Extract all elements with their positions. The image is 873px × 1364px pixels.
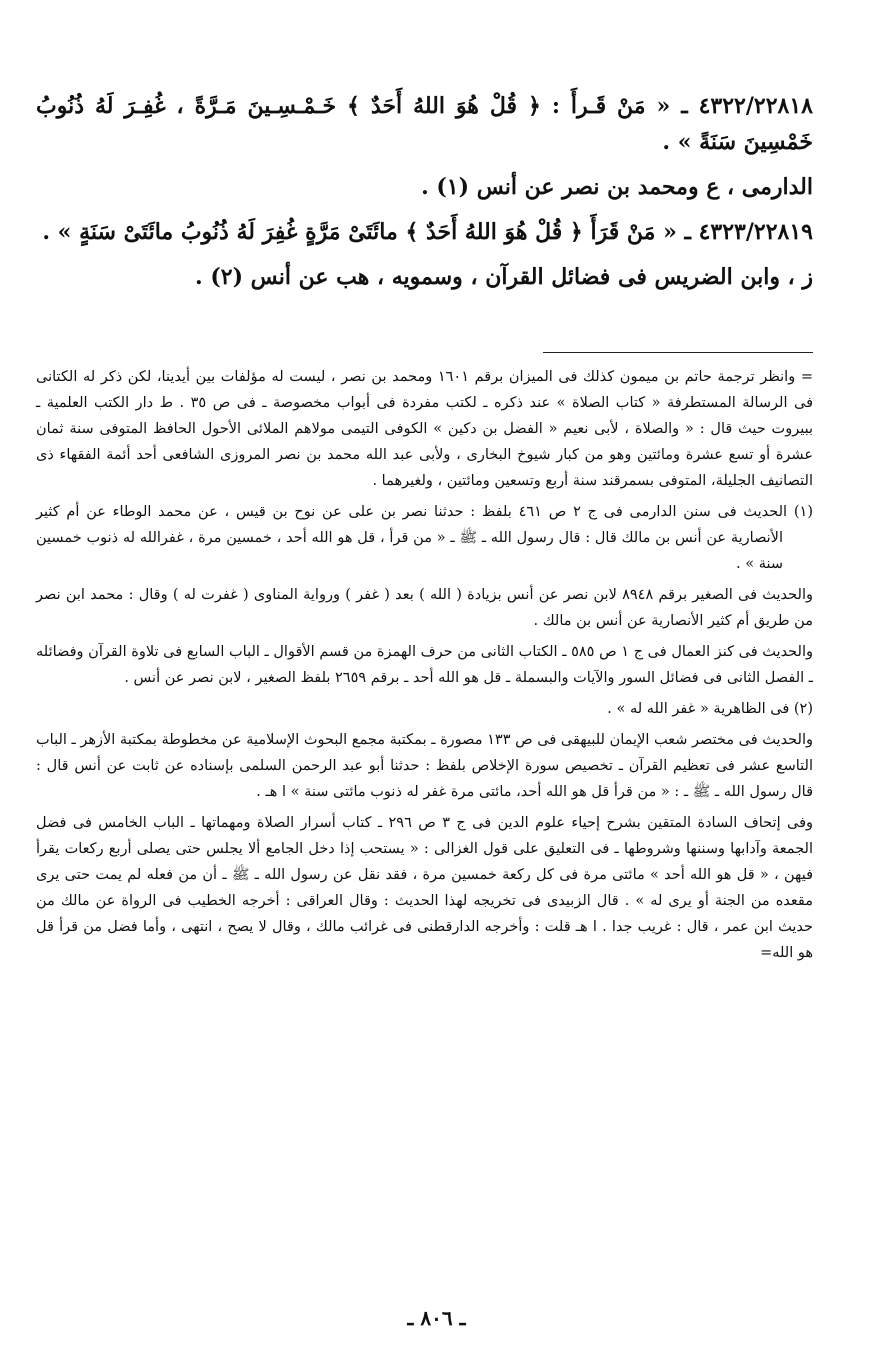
page-number: ـ ٨٠٦ ـ [407, 1306, 466, 1330]
footnote-1-saghir: والحديث فى الصغير برقم ٨٩٤٨ لابن نصر عن أنس بزيادة ( الله ) بعد ( غفر ) ورواية المناوى ( غفرت له ) وقال : محمد ابن نصر من طريق أم كثير الأنصارية عن أنس بن مالك . [36, 587, 813, 629]
footnote-1: (١) الحديث فى سنن الدارمى فى ج ٢ ص ٤٦١ بلفظ : حدثنا نصر بن على عن نوح بن قيس ، عن محمد الوطاء عن أم كثير الأنصارية عن أنس بن مالك قال : قال رسول الله ـ ﷺ ـ « من قرأ ، قل هو الله أحد ، خمسين مرة ، غفرالله له ذنوب خمسين سنة » . [36, 504, 813, 572]
hadith-4323: ٤٣٢٣/٢٢٨١٩ ـ « مَنْ قَرَأَ ﴿ قُلْ هُوَ اللهُ أَحَدٌ ﴾ مائَتَىْ مَرَّةٍ غُفِرَ لَهُ ذُنُوبُ مائَتَىْ سَنَةٍ » . [42, 219, 813, 245]
footnote-2-shuab: والحديث فى مختصر شعب الإيمان للبيهقى فى ص ١٣٣ مصورة ـ بمكتبة مجمع البحوث الإسلامية عن مخطوطة بمكتبة الأزهر ـ الباب التاسع عشر فى تعظيم القرآن ـ تخصيص سورة الإخلاص بلفظ : حدثنا أبو عبد الرحمن السلمى بإسناده عن ثابت عن أنس قال : قال رسول الله ـ ﷺ ـ : « من قرأ قل هو الله أحد، مائتى مرة غفر له ذنوب مائتى سنة » ا هـ . [36, 732, 813, 800]
footnotes-section [36, 364, 813, 971]
hadith-4322: ٤٣٢٢/٢٢٨١٨ ـ « مَنْ قَـرأَ : ﴿ قُلْ هُوَ اللهُ أَحَدٌ ﴾ خَـمْـسِـينَ مَـرَّةً ، غُفِـرَ لَهُ ذُنُوبُ خَمْسِينَ سَنَةً » . [36, 93, 813, 155]
footnote-1-kanz: والحديث فى كنز العمال فى ج ١ ص ٥٨٥ ـ الكتاب الثانى من حرف الهمزة من قسم الأقوال ـ الباب السابع فى تلاوة القرآن وفضائله ـ الفصل الثانى فى فضائل السور والآيات والبسملة ـ قل هو الله أحد ـ برقم ٢٦٥٩ بلفظ الصغير ، لابن نصر عن أنس . [36, 644, 813, 686]
footnote-continuation: = وانظر ترجمة حاتم بن ميمون كذلك فى الميزان برقم ١٦٠١ ومحمد بن نصر ، ليست له مؤلفات بين أيدينا، لكن ذكر له الكتانى فى الرسالة المستطرفة « كتاب الصلاة » عند ذكره ـ لكتب مفردة فى أبواب مخصوصة ـ فى ص ٣٥ . ط دار الكتب العلمية ـ ببيروت حيث قال : « والصلاة ، لأبى نعيم « الفضل بن دكين » الكوفى التيمى مولاهم الملائى الأحول الحافظ المتوفى سنة ثمان عشرة أو تسع عشرة ومائتين وهو من كبار شيوخ البخارى ، ولأبى عبد الله محمد بن نصر المروزى الشافعى أحد أئمة الفقهاء ذى التصانيف الجليلة، المتوفى بسمرقند سنة أربع وتسعين ومائتين ، ولغيرهما . [36, 369, 813, 489]
footnote-2: (٢) فى الظاهرية « غفر الله له » . [607, 701, 813, 717]
hadith-4322-source: الدارمى ، ع ومحمد بن نصر عن أنس (١) . [421, 174, 813, 200]
hadith-section [36, 88, 813, 304]
footnote-separator [543, 352, 813, 353]
footnote-2-ithaf: وفى إتحاف السادة المتقين بشرح إحياء علوم الدين فى ج ٣ ص ٢٩٦ ـ كتاب أسرار الصلاة ومهماتها ـ الباب الخامس فى فضل الجمعة وآدابها وسننها وشروطها ـ فى التعليق على قول الغزالى : « يستحب إذا دخل الجامع ألا يجلس حتى يصلى أربع ركعات يقرأ فيهن ، « قل هو الله أحد » مائتى مرة فى كل ركعة خمسين مرة ، فقد نقل عن رسول الله ـ ﷺ ـ أن من فعله لم يمت حتى يرى مقعده من الجنة أو يرى له » . قال الزبيدى فى تخريجه لهذا الحديث : وقال العراقى : أخرجه الخطيب فى الرواة عن مالك من حديث ابن عمر ، قال : غريب جدا . ا هـ قلت : وأخرجه الدارقطنى فى غرائب مالك ، وقال لا يصح ، انتهى ، وأما فضل من قرأ قل هو الله= [36, 815, 814, 961]
hadith-4323-source: ز ، وابن الضريس فى فضائل القرآن ، وسمويه ، هب عن أنس (٢) . [195, 264, 813, 290]
